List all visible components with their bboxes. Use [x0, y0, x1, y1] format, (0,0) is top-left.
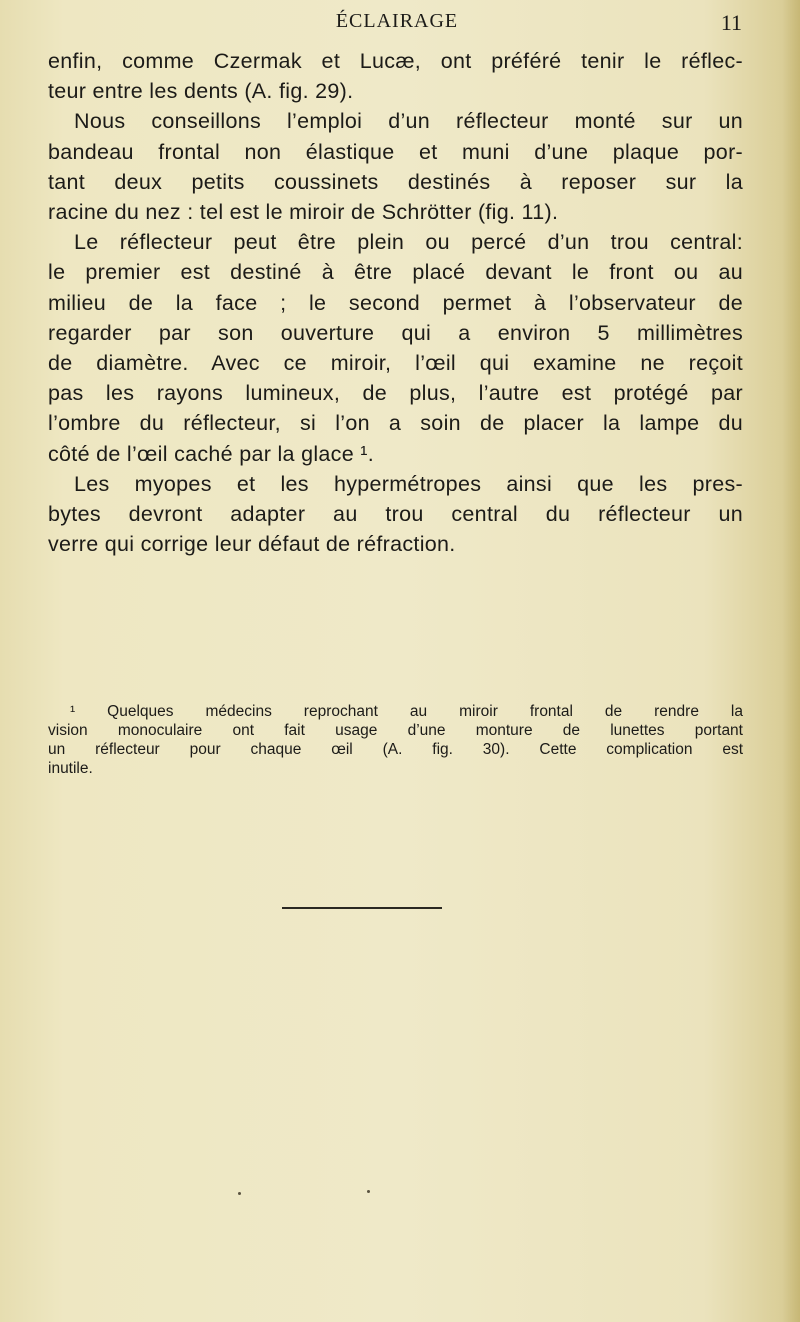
- page-edge-shadow: [782, 0, 800, 1322]
- text-line: Le réflecteur peut être plein ou percé d’un trou central:: [74, 230, 743, 255]
- running-title: ÉCLAIRAGE: [335, 10, 459, 32]
- text-line: pas les rayons lumineux, de plus, l’autre est protégé par: [48, 381, 743, 406]
- footnote-line: inutile.: [48, 760, 93, 777]
- paper-speck: [238, 1192, 241, 1195]
- section-rule: [282, 907, 442, 909]
- text-line: Nous conseillons l’emploi d’un réflecteur monté sur un: [74, 109, 743, 134]
- footnote-line: ¹ Quelques médecins reprochant au miroir frontal de rendre la: [70, 703, 743, 720]
- text-line: le premier est destiné à être placé devant le front ou au: [48, 260, 743, 285]
- text-line: racine du nez : tel est le miroir de Schrötter (fig. 11).: [48, 200, 559, 225]
- text-line: teur entre les dents (A. fig. 29).: [48, 79, 354, 104]
- paper-speck: [367, 1190, 370, 1193]
- body-text: [48, 46, 743, 559]
- page-number: 11: [720, 10, 742, 35]
- text-line: bytes devront adapter au trou central du réflecteur un: [48, 502, 743, 527]
- footnote-line: vision monoculaire ont fait usage d’une monture de lunettes portant: [48, 722, 743, 739]
- text-line: bandeau frontal non élastique et muni d’une plaque por-: [48, 139, 743, 164]
- text-line: verre qui corrige leur défaut de réfraction.: [48, 532, 456, 557]
- text-line: Les myopes et les hypermétropes ainsi que les pres-: [74, 471, 743, 496]
- text-line: tant deux petits coussinets destinés à reposer sur la: [48, 169, 743, 194]
- footnote-line: un réflecteur pour chaque œil (A. fig. 30). Cette complication est: [48, 741, 743, 758]
- text-line: l’ombre du réflecteur, si l’on a soin de placer la lampe du: [48, 411, 743, 436]
- text-line: regarder par son ouverture qui a environ 5 millimètres: [48, 320, 743, 345]
- text-line: de diamètre. Avec ce miroir, l’œil qui examine ne reçoit: [48, 351, 743, 376]
- footnote: [48, 702, 743, 778]
- text-line: enfin, comme Czermak et Lucæ, ont préféré tenir le réflec-: [48, 49, 743, 73]
- running-head: [52, 10, 742, 38]
- text-line: milieu de la face ; le second permet à l’observateur de: [48, 290, 743, 315]
- text-line: côté de l’œil caché par la glace ¹.: [48, 441, 374, 466]
